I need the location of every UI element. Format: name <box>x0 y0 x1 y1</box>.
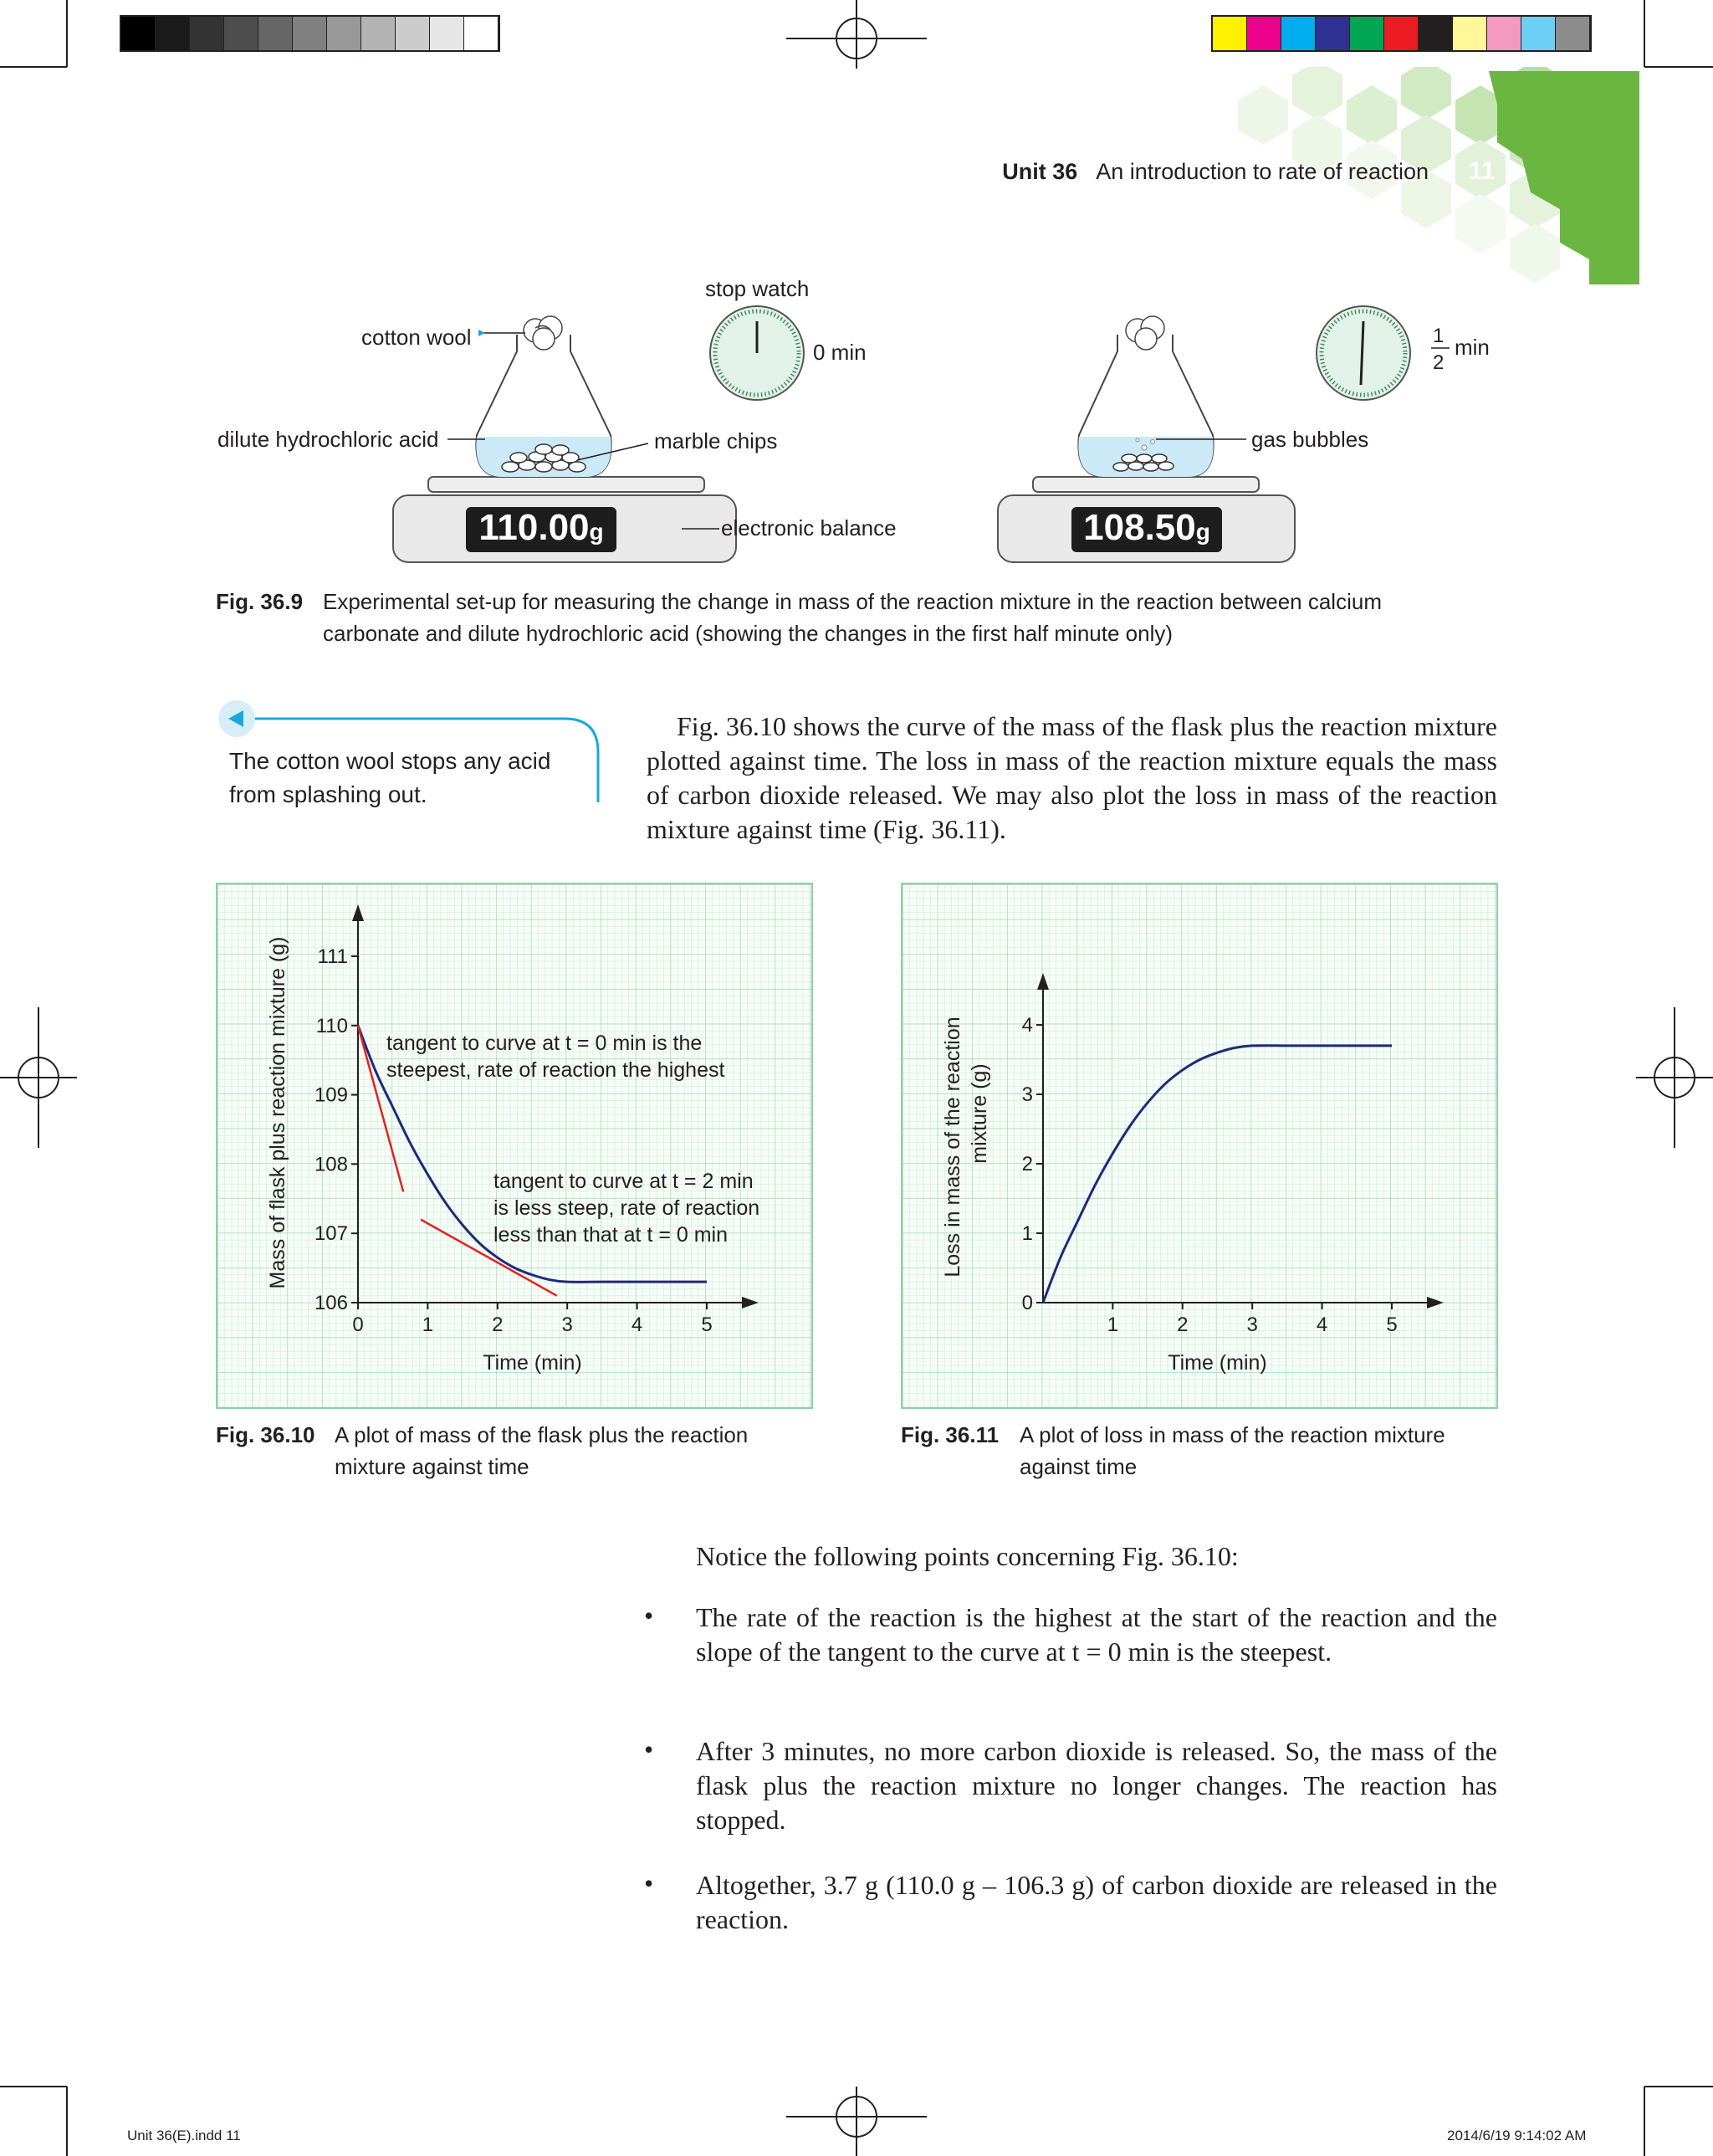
apparatus-illustration <box>0 0 1713 586</box>
fig-36-11-caption-text: A plot of loss in mass of the reaction mixture against time <box>1020 1422 1445 1479</box>
unit-label: Unit 36 <box>1002 159 1078 184</box>
chart-36-10-grid <box>217 884 811 1407</box>
annotation-tangent-0-line1: tangent to curve at t = 0 min is the <box>386 1032 703 1055</box>
chart-36-10-y-tick-label: 109 <box>314 1083 348 1107</box>
chart-36-11-y-tick-label: 3 <box>1021 1083 1033 1106</box>
chart-36-11-y-tick-label: 0 <box>1021 1292 1033 1314</box>
electronic-balance-label: electronic balance <box>721 515 897 540</box>
half-numerator: 1 <box>1433 325 1445 347</box>
chart-36-11-y-tick-label: 2 <box>1021 1153 1033 1175</box>
chart-36-10-y-tick-label: 111 <box>317 945 348 968</box>
display-right-value: 108.50 <box>1083 507 1196 548</box>
footer-right: 2014/6/19 9:14:02 AM <box>1447 2128 1587 2143</box>
cotton-wool-label: cotton wool <box>361 325 472 350</box>
balance-display-left <box>466 507 616 552</box>
bullet-dot: • <box>644 1734 654 1764</box>
annotation-tangent-2-line2: is less steep, rate of reaction <box>493 1196 760 1220</box>
unit-title: An introduction to rate of reaction <box>1096 159 1429 184</box>
left-flask <box>476 316 611 477</box>
fig-36-9-caption <box>216 586 1470 649</box>
half-min-unit: min <box>1455 335 1490 360</box>
fig-36-10-caption-label: Fig. 36.10 <box>216 1422 315 1447</box>
chart-36-11-ylabel-line1: Loss in mass of the reaction <box>941 1017 964 1278</box>
chart-36-10-xlabel: Time (min) <box>483 1351 582 1375</box>
page-number: 11 <box>1469 157 1496 185</box>
display-right-unit: g <box>1195 519 1210 545</box>
chart-36-10 <box>216 883 813 1409</box>
bullet-text-3: Altogether, 3.7 g (110.0 g – 106.3 g) of carbon dioxide are released in the reaction. <box>696 1870 1497 1934</box>
fig-36-11-caption <box>901 1419 1503 1483</box>
chart-36-11-x-tick-label: 2 <box>1177 1314 1189 1336</box>
chart-36-11-grid <box>903 884 1496 1407</box>
paragraph-1: Fig. 36.10 shows the curve of the mass of the flask plus the reaction mixture plotted against time. The loss in mass of the reaction mixture equals the mass of carbon dioxide released. We may also plot the loss in mass of the reaction mixture against time (Fig. 36.11). <box>647 711 1497 844</box>
half-denominator: 2 <box>1433 351 1445 374</box>
stopwatch-left-icon <box>710 306 804 400</box>
balance-display-right <box>1071 507 1222 552</box>
cotton-wool-pointer-icon <box>478 330 485 336</box>
chart-36-10-x-tick-label: 3 <box>561 1314 573 1336</box>
fig-36-10-caption-text: A plot of mass of the flask plus the reaction mixture against time <box>335 1422 749 1479</box>
footer-left: Unit 36(E).indd 11 <box>127 2128 241 2143</box>
chart-36-11-x-tick-label: 4 <box>1316 1314 1328 1336</box>
display-left-unit: g <box>589 519 604 545</box>
chart-36-10-x-tick-label: 0 <box>352 1314 364 1336</box>
chart-36-10-y-tick-label: 110 <box>315 1014 348 1037</box>
fig-36-10-caption <box>216 1419 818 1483</box>
marble-chips-label: marble chips <box>654 428 778 453</box>
dilute-acid-label: dilute hydrochloric acid <box>217 427 439 452</box>
chart-36-10-x-tick-label: 1 <box>422 1314 434 1336</box>
chart-36-10-x-tick-label: 5 <box>701 1314 713 1336</box>
fig-36-11-caption-label: Fig. 36.11 <box>901 1422 1000 1447</box>
chart-36-11-x-tick-label: 3 <box>1246 1314 1258 1336</box>
bullet-dot: • <box>644 1868 654 1898</box>
chart-36-10-x-tick-label: 2 <box>492 1314 504 1336</box>
note-text: The cotton wool stops any acid from splashing out. <box>229 748 551 807</box>
bullet-dot: • <box>644 1600 654 1631</box>
zero-min-label: 0 min <box>813 340 867 365</box>
stopwatch-right-icon <box>1317 306 1410 400</box>
chart-36-11-x-tick-label: 5 <box>1386 1314 1398 1336</box>
chart-36-11-xlabel: Time (min) <box>1168 1351 1267 1375</box>
chart-36-11 <box>901 883 1498 1409</box>
annotation-tangent-0-line2: steepest, rate of reaction the highest <box>386 1058 725 1082</box>
chart-36-11-ylabel-line2: mixture (g) <box>968 1063 991 1164</box>
chart-36-10-y-tick-label: 108 <box>314 1153 348 1176</box>
fig-36-9-caption-label: Fig. 36.9 <box>216 589 304 614</box>
chart-36-10-y-tick-label: 106 <box>314 1292 348 1314</box>
right-flask <box>1078 316 1213 477</box>
annotation-tangent-2-line3: less than that at t = 0 min <box>493 1223 729 1247</box>
chart-36-10-x-tick-label: 4 <box>631 1314 643 1336</box>
chart-36-11-y-tick-label: 1 <box>1021 1222 1033 1245</box>
chart-36-11-x-tick-label: 1 <box>1107 1314 1119 1336</box>
chart-36-11-y-tick-label: 4 <box>1021 1014 1033 1037</box>
display-left-value: 110.00 <box>478 507 590 548</box>
gas-bubbles-label: gas bubbles <box>1251 427 1369 452</box>
bullet-text-1: The rate of the reaction is the highest at the start of the reaction and the slope of the tangent to the curve at t = 0 min is the steepest. <box>696 1602 1497 1667</box>
stop-watch-label: stop watch <box>705 276 810 301</box>
bullet-text-2: After 3 minutes, no more carbon dioxide is released. So, the mass of the flask plus the reaction mixture no longer changes. The reaction has stopped. <box>696 1736 1497 1835</box>
fig-36-9-caption-text: Experimental set-up for measuring the change in mass of the reaction mixture in the reaction between calcium carbonate and dilute hydrochloric acid (showing the changes in the first half minute only) <box>323 589 1382 646</box>
notice-intro: Notice the following points concerning Fig. 36.10: <box>696 1541 1239 1571</box>
chart-36-10-y-tick-label: 107 <box>314 1222 348 1246</box>
chart-36-10-ylabel: Mass of flask plus reaction mixture (g) <box>266 936 289 1289</box>
annotation-tangent-2-line1: tangent to curve at t = 2 min <box>493 1170 754 1193</box>
